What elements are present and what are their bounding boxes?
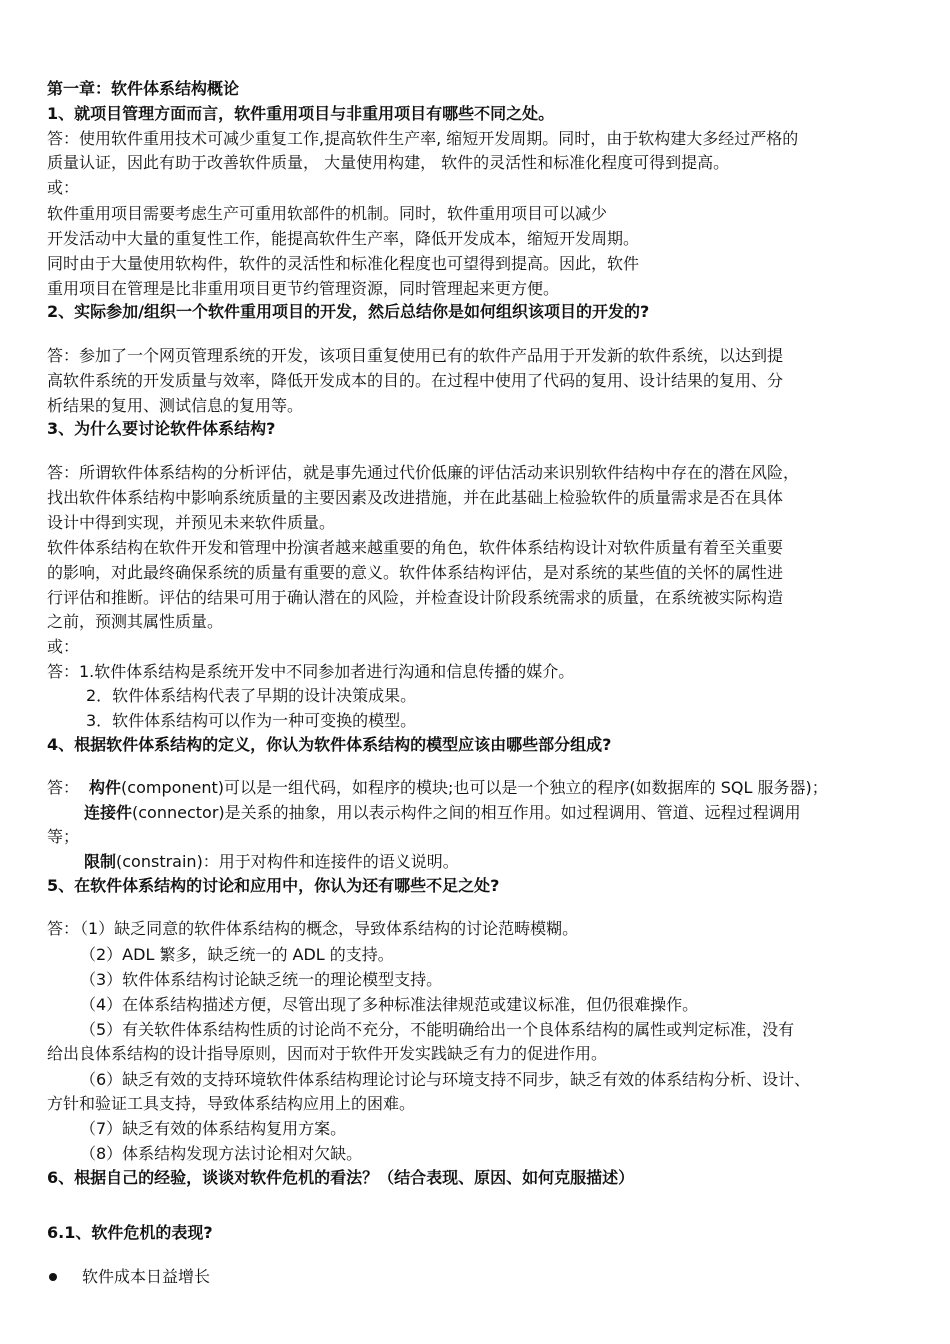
answer-3-alt-item-3: 3．软件体系结构可以作为一种可变换的模型。 — [86, 711, 417, 730]
answer-5-item-3: （3）软件体系结构讨论缺乏统一的理论模型支持。 — [80, 970, 443, 989]
question-6-title: 6、根据自己的经验，谈谈对软件危机的看法？（结合表现、原因、如何克服描述） — [47, 1168, 635, 1187]
answer-5-prefix: 答： — [47, 919, 80, 938]
answer-1-line-1: 答：使用软件重用技术可减少重复工作,提高软件生产率, 缩短开发周期。同时，由于软构建大多经过严格的 — [47, 129, 799, 148]
answer-4-prefix: 答： — [47, 778, 80, 797]
answer-2-line-1: 答：参加了一个网页管理系统的开发，该项目重复使用已有的软件产品用于开发新的软件系统，以达到提 — [47, 346, 784, 365]
answer-3-para-2-line-3: 行评估和推断。评估的结果可用于确认潜在的风险，并检查设计阶段系统需求的质量，在系统被实际构造 — [47, 588, 784, 607]
question-2-title: 2、实际参加/组织一个软件重用项目的开发，然后总结你是如何组织该项目的开发的? — [47, 302, 650, 321]
answer-4-line-3: 等； — [47, 827, 80, 846]
answer-1-or: 或： — [47, 178, 80, 197]
answer-3-para-2-line-2: 的影响，对此最终确保系统的质量有重要的意义。软件体系结构评估，是对系统的某些值的关怀的属性进 — [47, 563, 784, 582]
bullet-item-1: 软件成本日益增长 — [82, 1267, 211, 1286]
constraint-text: (constrain)：用于对构件和连接件的语义说明。 — [116, 852, 459, 871]
answer-5-item-1: （1）缺乏同意的软件体系结构的概念，导致体系结构的讨论范畴模糊。 — [72, 919, 579, 938]
answer-5-item-7: （7）缺乏有效的体系结构复用方案。 — [80, 1119, 347, 1138]
answer-5-item-5-line-1: （5）有关软件体系结构性质的讨论尚不充分，不能明确给出一个良体系结构的属性或判定标准，没有 — [80, 1020, 795, 1039]
answer-3-para-2-line-1: 软件体系结构在软件开发和管理中扮演者越来越重要的角色，软件体系结构设计对软件质量有着至关重要 — [47, 538, 784, 557]
connector-term: 连接件 — [84, 803, 133, 822]
connector-text: (connector)是关系的抽象，用以表示构件之间的相互作用。如过程调用、管道、远程过程调用 — [132, 803, 801, 822]
question-6-1-title: 6.1、软件危机的表现? — [47, 1223, 213, 1242]
answer-1-alt-line-4: 重用项目在管理是比非重用项目更节约管理资源，同时管理起来更方便。 — [47, 279, 560, 298]
answer-5-item-8: （8）体系结构发现方法讨论相对欠缺。 — [80, 1144, 363, 1163]
answer-1-alt-line-3: 同时由于大量使用软构件，软件的灵活性和标准化程度也可望得到提高。因此，软件 — [47, 254, 640, 273]
answer-2-line-2: 高软件系统的开发质量与效率，降低开发成本的目的。在过程中使用了代码的复用、设计结果的复用、分 — [47, 371, 784, 390]
answer-5-item-4: （4）在体系结构描述方便，尽管出现了多种标准法律规范或建议标准，但仍很难操作。 — [80, 995, 699, 1014]
answer-1-alt-line-2: 开发活动中大量的重复性工作，能提高软件生产率，降低开发成本，缩短开发周期。 — [47, 229, 640, 248]
answer-3-alt-item-1: 答：1.软件体系结构是系统开发中不同参加者进行沟通和信息传播的媒介。 — [47, 662, 575, 681]
component-text: (component)可以是一组代码，如程序的模块;也可以是一个独立的程序(如数据库的 SQL 服务器)； — [121, 778, 828, 797]
answer-3-line-2: 找出软件体系结构中影响系统质量的主要因素及改进措施，并在此基础上检验软件的质量需求是否在具体 — [47, 488, 784, 507]
answer-3-line-1: 答：所谓软件体系结构的分析评估，就是事先通过代价低廉的评估活动来识别软件结构中存在的潜在风险， — [47, 463, 800, 482]
chapter-title: 第一章：软件体系结构概论 — [47, 79, 240, 98]
answer-5-item-5-line-2: 给出良体系结构的设计指导原则，因而对于软件开发实践缺乏有力的促进作用。 — [47, 1044, 608, 1063]
answer-1-line-2: 质量认证，因此有助于改善软件质量， 大量使用构建， 软件的灵活性和标准化程度可得到提高。 — [47, 153, 730, 172]
question-3-title: 3、为什么要讨论软件体系结构? — [47, 419, 276, 438]
component-term: 构件 — [89, 778, 122, 797]
answer-3-line-3: 设计中得到实现，并预见未来软件质量。 — [47, 513, 336, 532]
bullet-dot-icon — [49, 1273, 57, 1281]
answer-5-item-6-line-2: 方针和验证工具支持，导致体系结构应用上的困难。 — [47, 1094, 416, 1113]
answer-5-item-2: （2）ADL 繁多，缺乏统一的 ADL 的支持。 — [80, 945, 394, 964]
answer-1-alt-line-1: 软件重用项目需要考虑生产可重用软部件的机制。同时，软件重用项目可以减少 — [47, 204, 608, 223]
question-1-title: 1、就项目管理方面而言，软件重用项目与非重用项目有哪些不同之处。 — [47, 104, 555, 123]
constraint-term: 限制 — [84, 852, 117, 871]
answer-3-para-2-line-4: 之前，预测其属性质量。 — [47, 612, 224, 631]
question-4-title: 4、根据软件体系结构的定义，你认为软件体系结构的模型应该由哪些部分组成? — [47, 735, 612, 754]
answer-5-item-6-line-1: （6）缺乏有效的支持环境软件体系结构理论讨论与环境支持不同步，缺乏有效的体系结构分析、设计、 — [80, 1070, 811, 1089]
answer-3-alt-item-2: 2．软件体系结构代表了早期的设计决策成果。 — [86, 686, 417, 705]
answer-4-line-2 — [84, 802, 950, 824]
answer-2-line-3: 析结果的复用、测试信息的复用等。 — [47, 396, 304, 415]
answer-4-line-1 — [47, 777, 917, 799]
answer-3-or: 或： — [47, 637, 80, 656]
answer-4-line-4 — [84, 851, 950, 873]
question-5-title: 5、在软件体系结构的讨论和应用中，你认为还有哪些不足之处? — [47, 876, 500, 895]
